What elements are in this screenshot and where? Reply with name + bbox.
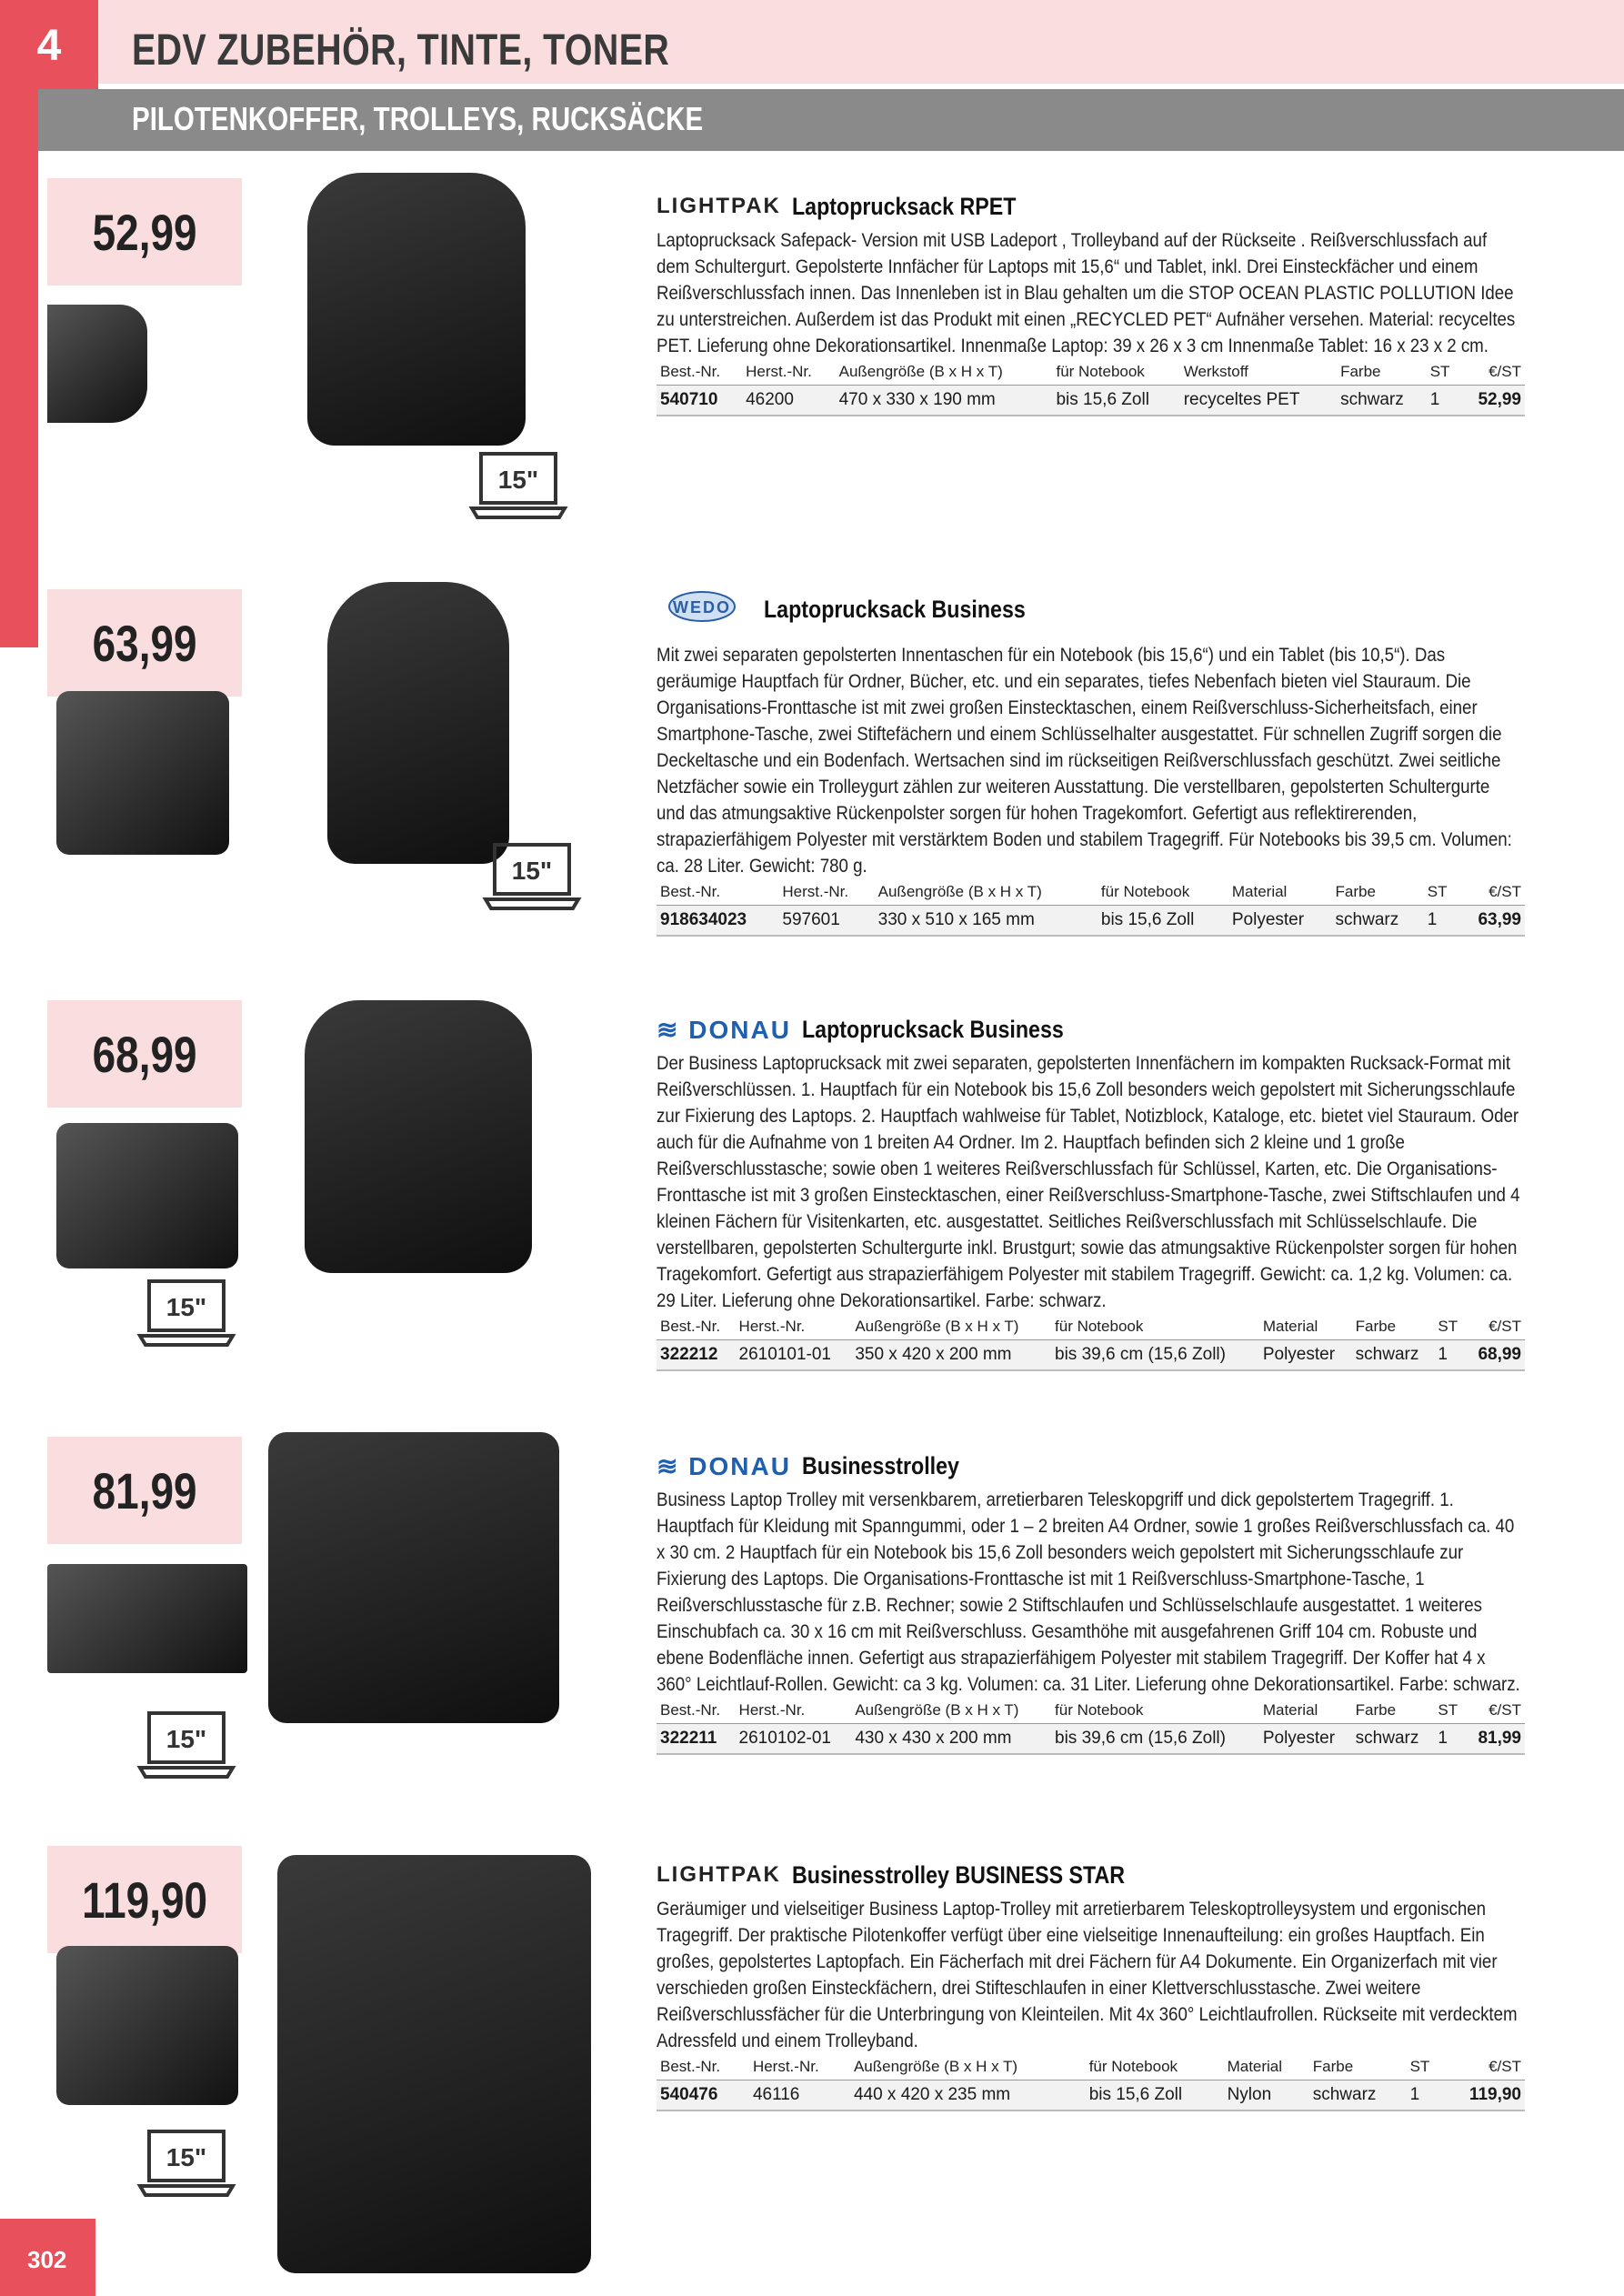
col-header: €/ST [1459,879,1525,906]
product-photo [305,1000,532,1273]
order-number: 322211 [657,1724,736,1755]
table-row [657,906,1525,937]
unit-price: 52,99 [1460,386,1525,416]
col-header: für Notebook [1086,2054,1224,2080]
product-entry [657,1014,1525,1371]
col-header: Außengröße (B x H x T) [851,1314,1051,1340]
table-row [657,386,1525,416]
product-entry [657,1860,1525,2111]
dimensions: 430 x 430 x 200 mm [851,1724,1051,1755]
product-description: Geräumiger und vielseitiger Business Laptop-Trolley mit arretierbarem Teleskoptrolleysystem und ergonischen Tragegriff. Der praktische Pilotenkoffer verfügt über eine vielseitige Innenaufteilung: ein großes Hauptfach. Ein großes, gepolstertes Laptopfach. Ein Fächerfach mit drei Fächern für A4 Dokumente. Ein Organizerfach mit vier verschieden großen Einsteckfächern, drei Stifteschlaufen in einer Klettverschlusstasche. Zwei weitere Reißverschlussfächer für die Unterbringung von Kleinteilen. Mit 4x 360° Leichtlaufrollen. Rückseite mit verdecktem Adressfeld und einem Trolleyband. [657,1899,1518,2051]
quantity: 1 [1427,386,1461,416]
spec-table [657,879,1525,937]
manufacturer-number: 46200 [742,386,836,416]
spec-table [657,1698,1525,1755]
order-number: 540476 [657,2080,749,2111]
laptop-15-icon [482,841,582,912]
price-label: 68,99 [92,1025,197,1083]
col-header: ST [1434,1314,1466,1340]
brand-logo: LIGHTPAK [657,1862,781,1887]
col-header: Farbe [1309,2054,1407,2080]
col-header: Best.-Nr. [657,359,742,386]
unit-price: 119,90 [1443,2080,1525,2111]
material: Polyester [1259,1724,1352,1755]
page-subtitle: PILOTENKOFFER, TROLLEYS, RUCKSÄCKE [132,100,704,137]
color: schwarz [1352,1340,1435,1371]
col-header: ST [1407,2054,1444,2080]
laptop-15-icon [136,1278,236,1349]
col-header: Herst.-Nr. [778,879,874,906]
svg-text:15": 15" [497,466,539,494]
spec-table [657,1314,1525,1371]
col-header: €/ST [1466,1314,1525,1340]
quantity: 1 [1434,1724,1466,1755]
brand-logo [657,587,747,632]
price-box [47,1437,242,1544]
col-header: €/ST [1443,2054,1525,2080]
col-header: Material [1228,879,1332,906]
col-header: Herst.-Nr. [749,2054,850,2080]
col-header: Farbe [1352,1698,1435,1724]
notebook-size: bis 39,6 cm (15,6 Zoll) [1051,1340,1259,1371]
col-header: ST [1434,1698,1466,1724]
product-detail-photo [47,1564,247,1673]
page-title: EDV ZUBEHÖR, TINTE, TONER [132,26,670,75]
col-header: Best.-Nr. [657,879,778,906]
dimensions: 350 x 420 x 200 mm [851,1340,1051,1371]
spec-table [657,359,1525,416]
order-number: 540710 [657,386,742,416]
laptop-15-icon [136,1709,236,1780]
col-header: Farbe [1332,879,1424,906]
order-number: 322212 [657,1340,736,1371]
col-header: Außengröße (B x H x T) [850,2054,1086,2080]
chapter-sidebar [0,0,38,647]
col-header: Herst.-Nr. [736,1314,852,1340]
material: Nylon [1224,2080,1309,2111]
col-header: Farbe [1337,359,1427,386]
col-header: €/ST [1466,1698,1525,1724]
product-detail-photo [56,691,229,855]
col-header: für Notebook [1051,1698,1259,1724]
col-header: Best.-Nr. [657,1698,736,1724]
notebook-size: bis 15,6 Zoll [1052,386,1179,416]
manufacturer-number: 2610101-01 [736,1340,852,1371]
chapter-number: 4 [0,0,98,91]
color: schwarz [1337,386,1427,416]
manufacturer-number: 2610102-01 [736,1724,852,1755]
col-header: Best.-Nr. [657,2054,749,2080]
col-header: Material [1259,1698,1352,1724]
material: recyceltes PET [1180,386,1337,416]
price-label: 52,99 [92,203,197,261]
product-photo [268,1432,559,1723]
col-header: €/ST [1460,359,1525,386]
price-label: 81,99 [92,1461,197,1519]
col-header: Material [1259,1314,1352,1340]
col-header: für Notebook [1051,1314,1259,1340]
price-box [47,178,242,286]
table-row [657,1724,1525,1755]
price-box [47,589,242,697]
unit-price: 63,99 [1459,906,1525,937]
manufacturer-number: 597601 [778,906,874,937]
brand-logo: LIGHTPAK [657,194,781,218]
col-header: Werkstoff [1180,359,1337,386]
order-number: 918634023 [657,906,778,937]
col-header: Farbe [1352,1314,1435,1340]
product-title: Businesstrolley [801,1451,959,1479]
quantity: 1 [1424,906,1459,937]
svg-text:WEDO: WEDO [673,598,731,617]
page-number: 302 [27,2246,67,2273]
svg-text:15": 15" [511,857,553,885]
quantity: 1 [1407,2080,1444,2111]
col-header: ST [1424,879,1459,906]
product-detail-photo [56,1123,238,1268]
product-entry [657,1450,1525,1755]
product-detail-photo [47,305,147,423]
col-header: für Notebook [1052,359,1179,386]
col-header: Herst.-Nr. [742,359,836,386]
col-header: Außengröße (B x H x T) [836,359,1053,386]
product-photo [277,1855,591,2273]
material: Polyester [1228,906,1332,937]
spec-table [657,2054,1525,2111]
brand-logo: ≋ DONAU [657,1015,791,1044]
col-header: Außengröße (B x H x T) [851,1698,1051,1724]
svg-text:15": 15" [165,1725,207,1753]
table-row [657,2080,1525,2111]
unit-price: 68,99 [1466,1340,1525,1371]
notebook-size: bis 39,6 cm (15,6 Zoll) [1051,1724,1259,1755]
product-entry [657,191,1525,416]
price-label: 119,90 [82,1870,207,1929]
product-photo [327,582,509,864]
product-description: Laptoprucksack Safepack- Version mit USB Ladeport , Trolleyband auf der Rückseite . Reißverschlussfach auf dem Schultergurt. Gepolsterte Innfächer für Laptops mit 15,6“ und Tablet, inkl. Drei Einsteckfächer und einem Reißverschlussfach innen. Das Innenleben ist in Blau gehalten um die STOP OCEAN PLASTIC POLLUTION Idee zu unterstreichen. Außerdem ist das Produkt mit einen „RECYCLED PET“ Aufnäher versehen. Material: recyceltes PET. Lieferung ohne Dekorationsartikel. Innenmaße Laptop: 39 x 26 x 3 cm Innenmaße Tablet: 16 x 23 x 2 cm. [657,230,1516,356]
color: schwarz [1309,2080,1407,2111]
svg-text:15": 15" [165,1293,207,1321]
color: schwarz [1352,1724,1435,1755]
col-header: für Notebook [1098,879,1228,906]
table-row [657,1340,1525,1371]
product-title: Laptoprucksack Business [801,1015,1064,1043]
manufacturer-number: 46116 [749,2080,850,2111]
product-title: Laptoprucksack Business [764,595,1026,623]
laptop-15-icon [468,450,568,521]
product-description: Der Business Laptoprucksack mit zwei separaten, gepolsterten Innenfächern im kompakten Rucksack-Format mit Reißverschlüssen. 1. Hauptfach für ein Notebook bis 15,6 Zoll besonders weich gepolstert mit Sicherungsschlaufe zur Fixierung des Laptops. 2. Hauptfach wahlweise für Tablet, Notizblock, Kataloge, etc. bietet viel Stauraum. Oder auch für die Aufnahme von 1 breiten A4 Ordner. Im 2. Hauptfach befinden sich 2 kleine und 1 große Reißverschlusstasche; sowie oben 1 weiteres Reißverschlussfach für Schlüssel, Karten, etc. Die Organisations-Fronttasche ist mit 3 großen Einstecktaschen, einer Reißverschluss-Smartphone-Tasche, zwei Stiftschlaufen und 4 kleinen Fächern für Visitenkarten, etc. ausgestattet. Seitliches Reißverschlussfach mit Schlüsselschlaufe. Die verstellbaren, gepolsterten Schultergurte inkl. Brustgurt; sowie das atmungsaktive Rückenpolster sorgen für hohen Tragekomfort. Gefertigt aus strapazierfähigem Polyester mit stabilem Tragegriff. Gewicht: ca. 1,2 kg. Volumen: ca. 29 Liter. Lieferung ohne Dekorationsartikel. Farbe: schwarz. [657,1053,1520,1311]
quantity: 1 [1434,1340,1466,1371]
brand-logo: ≋ DONAU [657,1451,791,1480]
notebook-size: bis 15,6 Zoll [1098,906,1228,937]
col-header: Material [1224,2054,1309,2080]
svg-text:15": 15" [165,2143,207,2171]
notebook-size: bis 15,6 Zoll [1086,2080,1224,2111]
col-header: Herst.-Nr. [736,1698,852,1724]
laptop-15-icon [136,2128,236,2199]
price-box [47,1846,242,1953]
product-title: Laptoprucksack RPET [791,192,1017,220]
price-box [47,1000,242,1108]
col-header: ST [1427,359,1461,386]
unit-price: 81,99 [1466,1724,1525,1755]
product-description: Mit zwei separaten gepolsterten Innentaschen für ein Notebook (bis 15,6“) und ein Tablet (bis 10,5“). Das geräumige Hauptfach für Ordner, Bücher, etc. und ein separates, tiefes Nebenfach bieten viel Stauraum. Die Organisations-Fronttasche ist mit zwei großen Einstecktaschen, einem Reißverschluss-Sicherheitsfach, einer Smartphone-Tasche, zwei Stiftefächern und einem Schlüsselhalter ausgestattet. Für schnellen Zugriff sorgen die Deckeltasche und ein Bodenfach. Wertsachen sind im rückseitigen Reißverschlussfach geschützt. Zwei seitliche Netzfächer sowie ein Trolleygurt zählen zur weiteren Ausstattung. Die verstellbaren, gepolsterten Schultergurte und das atmungsaktive Rückenpolster sorgen für hohen Tragekomfort. Gefertigt aus reflektirerenden, strapazierfähigem Polyester mit verstärktem Boden und stabilem Tragegriff. Für Notebooks bis 39,5 cm. Volumen: ca. 28 Liter. Gewicht: 780 g. [657,645,1512,877]
product-photo [307,173,526,446]
col-header: Außengröße (B x H x T) [875,879,1098,906]
product-entry [657,582,1525,937]
material: Polyester [1259,1340,1352,1371]
price-label: 63,99 [92,614,197,672]
product-title: Businesstrolley BUSINESS STAR [791,1860,1125,1889]
col-header: Best.-Nr. [657,1314,736,1340]
product-description: Business Laptop Trolley mit versenkbarem, arretierbaren Teleskopgriff und dick gepolstertem Tragegriff. 1. Hauptfach für Kleidung mit Spanngummi, oder 1 – 2 breiten A4 Ordner, sowie 1 großes Reißverschlussfach ca. 40 x 30 cm. 2 Hauptfach für ein Notebook bis 15,6 Zoll besonders weich gepolstert mit Sicherungsschlaufe zur Fixierung des Laptops. Die Organisations-Fronttasche ist mit 1 Reißverschluss-Smartphone-Tasche, 1 Reißverschlusstasche für z.B. Rechner; sowie 2 Stiftschlaufen und Schlüsselschlaufe ausgestattet. 1 weiteres Einschubfach ca. 30 x 16 cm mit Reißverschluss. Gesamthöhe mit ausgefahrenen Griff 104 cm. Robuste und ebene Bodenfläche innen. Gefertigt aus strapazierfähigem Polyester mit stabilem Tragegriff. Der Koffer hat 4 x 360° Leichtlauf-Rollen. Gewicht: ca 3 kg. Volumen: ca. 31 Liter. Lieferung ohne Dekorationsartikel. Farbe: schwarz. [657,1489,1520,1695]
product-detail-photo [56,1946,238,2105]
dimensions: 470 x 330 x 190 mm [836,386,1053,416]
dimensions: 440 x 420 x 235 mm [850,2080,1086,2111]
dimensions: 330 x 510 x 165 mm [875,906,1098,937]
color: schwarz [1332,906,1424,937]
